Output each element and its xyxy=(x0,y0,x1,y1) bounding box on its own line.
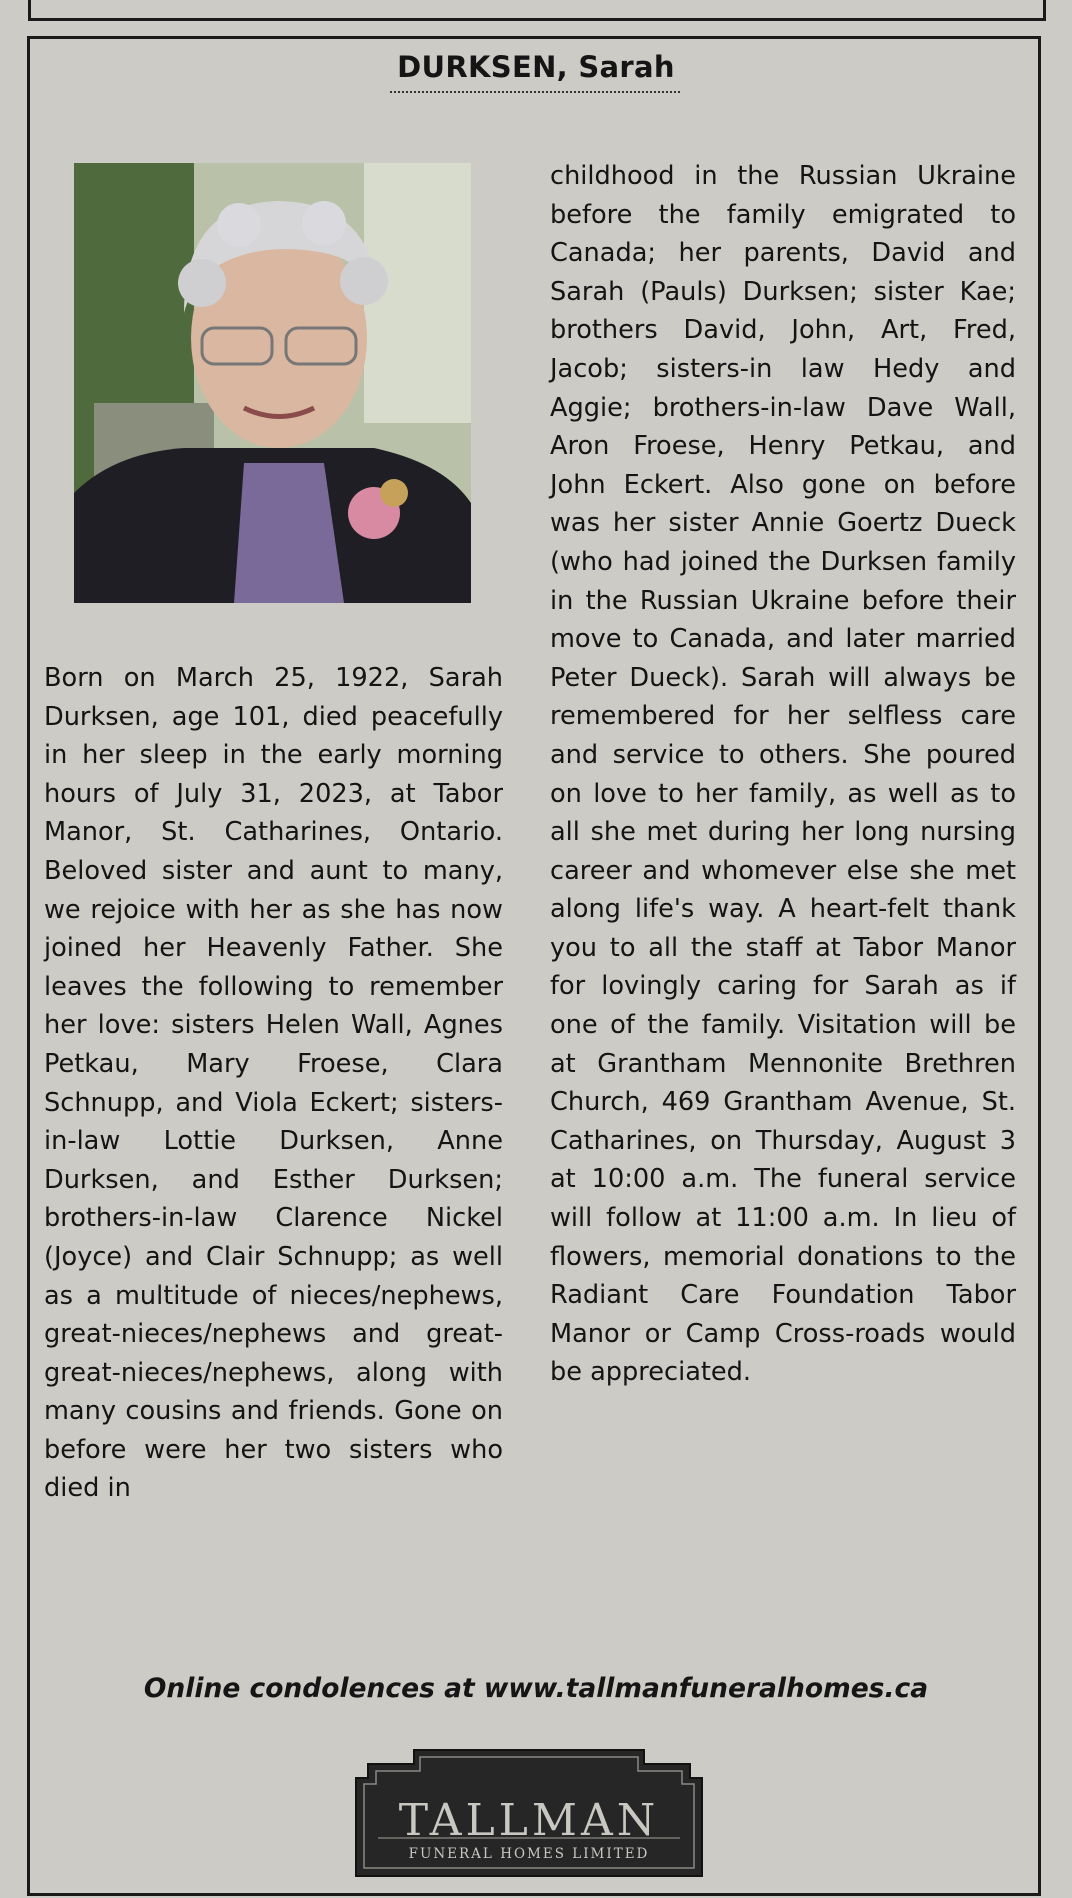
portrait-photo xyxy=(74,163,471,603)
previous-notice-border xyxy=(28,0,1046,21)
portrait-illustration xyxy=(74,163,471,603)
tallman-logo xyxy=(354,1738,704,1878)
obituary-text-right-column: childhood in the Russian Ukraine before the family emigrated to Canada; her parents, David and Sarah (Pauls) Durksen; sister Kae; brothers David, John, Art, Fred, Jacob; sisters-in law Hedy and Aggie; brothers-in-law Dave Wall, Aron Froese, Henry Petkau, and John Eckert. Also gone on before was her sister Annie Goertz Dueck (who had joined the Durksen family in the Russian Ukraine before their move to Canada, and later married Peter Dueck). Sarah will always be remembered for her selfless care and service to others. She poured on love to her family, as well as to all she met during her long nursing career and whomever else she met along life's way. A heart-felt thank you to all the staff at Tabor Manor for lovingly caring for Sarah as if one of the family. Visitation will be at Grantham Mennonite Brethren Church, 469 Grantham Avenue, St. Catharines, on Thursday, August 3 at 10:00 a.m. The funeral service will follow at 11:00 a.m. In lieu of flowers, memorial donations to the Radiant Care Foundation Tabor Manor or Camp Cross-roads would be appreciated. xyxy=(550,161,1016,1388)
obituary-title: DURKSEN, Sarah xyxy=(397,50,675,84)
logo-subtitle: FUNERAL HOMES LIMITED xyxy=(408,1846,650,1862)
obituary-text-left-column: Born on March 25, 1922, Sarah Durksen, age 101, died peacefully in her sleep in the early morning hours of July 31, 2023, at Tabor Manor, St. Catharines, Ontario. Beloved sister and aunt to many, we rejoice with her as she has now joined her Heavenly Father. She leaves the following to remember her love: sisters Helen Wall, Agnes Petkau, Mary Froese, Clara Schnupp, and Viola Eckert; sisters-in-law Lottie Durksen, Anne Durksen, and Esther Durksen; brothers-in-law Clarence Nickel (Joyce) and Clair Schnupp; as well as a multitude of nieces/nephews, great-nieces/nephews and great-great-nieces/nephews, along with many cousins and friends. Gone on before were her two sisters who died in xyxy=(44,663,503,1504)
title-underline xyxy=(390,91,680,93)
logo-wordmark: TALLMAN xyxy=(398,1795,660,1846)
online-condolences-line: Online condolences at www.tallmanfuneralhomes.ca xyxy=(143,1673,929,1704)
